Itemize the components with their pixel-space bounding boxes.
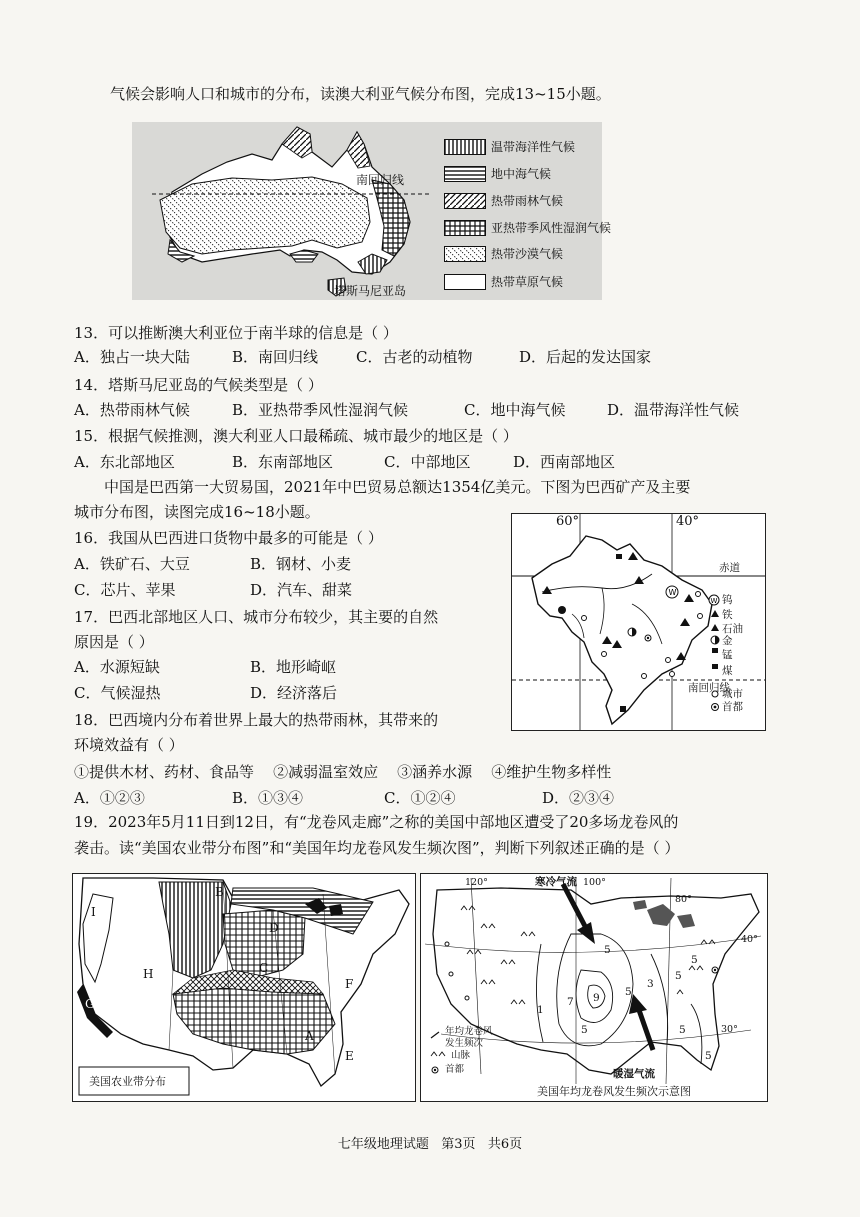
ag-label-a: A: [305, 1029, 314, 1043]
legend-temperate-oceanic: 温带海洋性气候: [444, 139, 575, 155]
q15-option-c[interactable]: C．中部地区: [384, 453, 471, 471]
q13-option-c[interactable]: C．古老的动植物: [356, 348, 473, 366]
brazil-lon-60: 60°: [556, 514, 580, 529]
brazil-tropic-label: 南回归线: [688, 682, 730, 694]
legend-oil: 石油: [722, 623, 743, 635]
q15-option-a[interactable]: A．东北部地区: [74, 453, 175, 471]
q15-option-d[interactable]: D．西南部地区: [513, 453, 616, 471]
legend-coal: 煤: [722, 665, 733, 677]
legend-gold: 金: [722, 635, 733, 647]
q13-option-b[interactable]: B．南回归线: [232, 348, 319, 366]
q16-option-d[interactable]: D．汽车、甜菜: [250, 581, 353, 599]
ag-label-c: C: [259, 961, 269, 975]
q19-stem-1: 19．2023年5月11日到12日，有“龙卷风走廊”之称的美国中部地区遭受了20多场龙卷风的: [74, 813, 679, 831]
q14-option-b[interactable]: B．亚热带季风性湿润气候: [232, 401, 409, 419]
q17-option-a[interactable]: A．水源短缺: [74, 658, 160, 676]
warm-air-label: 暖湿气流: [613, 1068, 655, 1080]
brazil-equator-label: 赤道: [719, 562, 740, 574]
isoline-9: 9: [593, 992, 600, 1004]
isoline-5e: 5: [581, 1024, 588, 1036]
q18-option-d[interactable]: D．②③④: [542, 789, 615, 807]
us-tornado-caption: 美国年均龙卷风发生频次示意图: [537, 1085, 691, 1098]
isoline-5f: 5: [679, 1024, 686, 1036]
q16-stem: 16．我国从巴西进口货物中最多的可能是（ ）: [74, 529, 383, 547]
legend-capital-us: 首都: [445, 1064, 465, 1075]
q17-stem-1: 17．巴西北部地区人口、城市分布较少，其主要的自然: [74, 608, 439, 626]
tasmania-label: 塔斯马尼亚岛: [334, 284, 407, 298]
tornado-lat-30: 30°: [721, 1024, 738, 1035]
q18-stem-2: 环境效益有（ ）: [74, 736, 184, 754]
legend-isoline-2: 发生频次: [445, 1038, 484, 1049]
ag-label-e: E: [345, 1049, 354, 1063]
intro-text-2b: 城市分布图，读图完成16~18小题。: [74, 503, 320, 521]
isoline-5c: 5: [675, 970, 682, 982]
legend-iron: 铁: [722, 609, 733, 621]
intro-text-1: 气候会影响人口和城市的分布，读澳大利亚气候分布图，完成13~15小题。: [110, 85, 611, 103]
q17-option-b[interactable]: B．地形崎岖: [250, 658, 337, 676]
legend-savanna: 热带草原气候: [444, 274, 563, 290]
q14-option-c[interactable]: C．地中海气候: [464, 401, 566, 419]
isoline-5g: 5: [705, 1050, 712, 1062]
q15-option-b[interactable]: B．东南部地区: [232, 453, 334, 471]
us-ag-caption: 美国农业带分布: [89, 1075, 166, 1088]
isoline-1: 1: [537, 1004, 544, 1016]
q16-option-b[interactable]: B．钢材、小麦: [250, 555, 352, 573]
brazil-mineral-map: [511, 513, 766, 731]
legend-subtropical: 亚热带季风性湿润气候: [444, 220, 611, 236]
q17-option-c[interactable]: C．气候湿热: [74, 684, 161, 702]
q14-option-a[interactable]: A．热带雨林气候: [74, 401, 190, 419]
legend-city: 城市: [722, 688, 743, 700]
ag-label-g: G: [85, 997, 95, 1011]
australia-climate-map: [132, 122, 612, 300]
intro-text-2a: 中国是巴西第一大贸易国，2021年中巴贸易总额达1354亿美元。下图为巴西矿产及主要: [104, 478, 691, 496]
q18-option-c[interactable]: C．①②④: [384, 789, 456, 807]
legend-mediterranean: 地中海气候: [444, 166, 551, 182]
isoline-5d: 5: [691, 954, 698, 966]
isoline-5a: 5: [604, 944, 611, 956]
us-agriculture-map: [72, 873, 416, 1102]
legend-desert: 热带沙漠气候: [444, 246, 563, 262]
q15-stem: 15．根据气候推测，澳大利亚人口最稀疏、城市最少的地区是（ ）: [74, 427, 518, 445]
ag-label-h: H: [143, 967, 154, 981]
ag-label-b: B: [215, 885, 224, 899]
q18-stem-1: 18．巴西境内分布着世界上最大的热带雨林，其带来的: [74, 711, 439, 729]
q19-stem-2: 袭击。读“美国农业带分布图”和“美国年均龙卷风发生频次图”，判断下列叙述正确的是（ ）: [74, 839, 680, 857]
q18-option-b[interactable]: B．①③④: [232, 789, 304, 807]
legend-capital: 首都: [722, 701, 743, 713]
us-tornado-map: [420, 873, 768, 1102]
us-ag-map-svg: [73, 874, 415, 1101]
tornado-lon-100: 100°: [583, 877, 606, 888]
ag-label-d: D: [269, 921, 279, 935]
q16-option-c[interactable]: C．芯片、苹果: [74, 581, 176, 599]
q16-option-a[interactable]: A．铁矿石、大豆: [74, 555, 190, 573]
q18-items: ①提供木材、药材、食品等 ②减弱温室效应 ③涵养水源 ④维护生物多样性: [74, 763, 612, 781]
isoline-3: 3: [647, 978, 654, 990]
q14-option-d[interactable]: D．温带海洋性气候: [607, 401, 740, 419]
legend-mountain: 山脉: [451, 1050, 471, 1061]
cold-air-label: 寒冷气流: [535, 876, 577, 888]
q17-option-d[interactable]: D．经济落后: [250, 684, 338, 702]
page-footer: 七年级地理试题 第3页 共6页: [337, 1137, 523, 1152]
isoline-5b: 5: [625, 986, 632, 998]
legend-manganese: 锰: [722, 649, 733, 661]
us-tornado-svg: [421, 874, 767, 1101]
svg-text:W: W: [668, 588, 677, 597]
tornado-lon-80: 80°: [675, 894, 692, 905]
legend-isoline-1: 年均龙卷风: [445, 1026, 493, 1037]
q14-stem: 14．塔斯马尼亚岛的气候类型是（ ）: [74, 376, 323, 394]
q13-option-d[interactable]: D．后起的发达国家: [519, 348, 652, 366]
ag-label-f: F: [345, 977, 354, 991]
tropic-label: 南回归线: [356, 173, 405, 187]
q17-stem-2: 原因是（ ）: [74, 633, 154, 651]
q13-option-a[interactable]: A．独占一块大陆: [74, 348, 190, 366]
q18-option-a[interactable]: A．①②③: [74, 789, 145, 807]
svg-text:W: W: [710, 597, 718, 605]
tornado-lon-120: 120°: [465, 877, 488, 888]
brazil-lon-40: 40°: [676, 514, 700, 529]
legend-rainforest: 热带雨林气候: [444, 193, 563, 209]
q13-stem: 13．可以推断澳大利亚位于南半球的信息是（ ）: [74, 324, 398, 342]
tornado-lat-40: 40°: [741, 934, 758, 945]
ag-label-i: I: [91, 905, 96, 919]
isoline-7: 7: [567, 996, 574, 1008]
legend-tungsten: 钨: [722, 594, 733, 606]
